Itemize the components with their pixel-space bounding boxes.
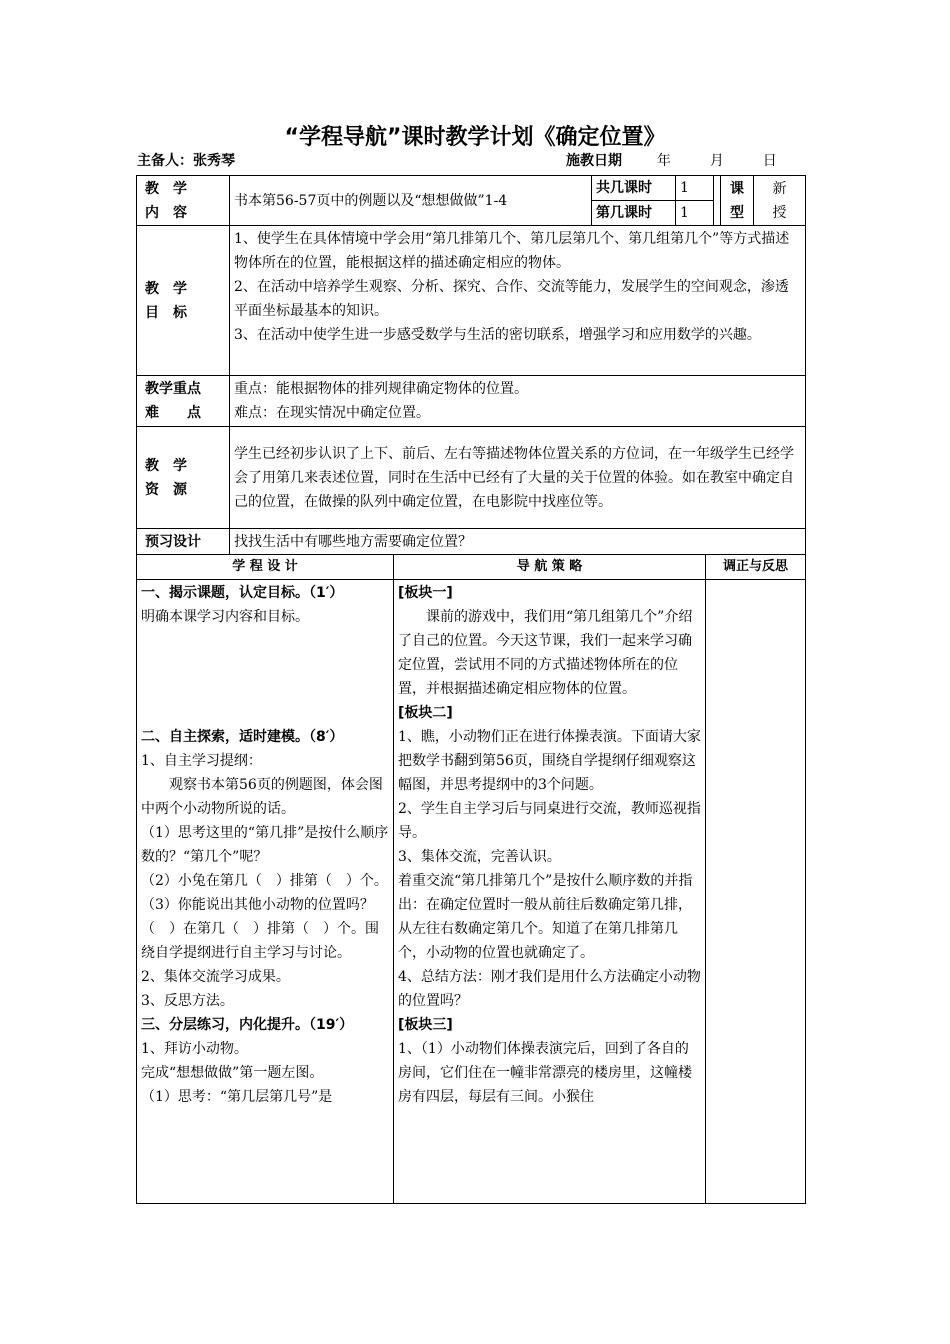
design-line bbox=[141, 653, 389, 677]
strategy-line: 1、（1）小动物们体操表演完后，回到了各自的房间，它们住在一幢非常漂亮的楼房里，这幢楼房有四层，每层有三间。小猴住 bbox=[398, 1041, 692, 1105]
lesson-type-label: 课 型 bbox=[721, 176, 754, 226]
strategy-line: 4、总结方法：刚才我们是用什么方法确定小动物的位置吗？ bbox=[398, 969, 701, 1009]
total-lessons-value: 1 bbox=[676, 176, 714, 201]
design-line: 完成“想想做做”第一题左图。 bbox=[141, 1065, 324, 1081]
resources-text: 学生已经初步认识了上下、前后、左右等描述物体位置关系的方位词，在一年级学生已经学会了用第几来表述位置，同时在生活中已经有了大量的关于位置的体验。如在教室中确定自己的位置，在做操的队列中确定位置，在电影院中找座位等。 bbox=[230, 427, 806, 529]
strategy-line: [板块一] bbox=[398, 585, 453, 601]
lesson-type-value: 新 授 bbox=[754, 176, 806, 226]
teaching-date bbox=[566, 150, 777, 170]
design-line: （ ）在第几（ ）排第（ ）个。围绕自学提纲进行自主学习与讨论。 bbox=[141, 921, 379, 961]
strategy-line: 课前的游戏中，我们用“第几组第几个”介绍了自己的位置。今天这节课，我们一起来学习确定位置，尝试用不同的方式描述物体所在的位置，并根据描述确定相应物体的位置。 bbox=[398, 609, 693, 697]
preview-text: 找找生活中有哪些地方需要确定位置？ bbox=[230, 529, 806, 555]
date-year: 年 bbox=[656, 153, 671, 169]
design-column-header: 学 程 设 计 bbox=[137, 555, 394, 580]
content-text: 书本第56-57页中的例题以及“想想做做”1-4 bbox=[230, 176, 592, 226]
design-line: 明确本课学习内容和目标。 bbox=[141, 609, 309, 625]
keypoints-text bbox=[230, 376, 806, 427]
details-table bbox=[136, 225, 806, 555]
design-column bbox=[137, 580, 394, 1204]
reflection-column-header: 调正与反思 bbox=[706, 555, 806, 580]
goals-label: 教 学 目 标 bbox=[137, 226, 230, 376]
date-day: 日 bbox=[762, 153, 777, 169]
keypoints-label: 教学重点 难 点 bbox=[137, 376, 230, 427]
design-line: 观察书本第56页的例题图，体会图中两个小动物所说的话。 bbox=[141, 777, 383, 817]
design-line: 1、自主学习提纲： bbox=[141, 753, 262, 769]
strategy-line: 2、学生自主学习后与同桌进行交流，教师巡视指导。 bbox=[398, 801, 701, 841]
info-table bbox=[136, 175, 806, 226]
goal-item: 1、使学生在具体情境中学会用“第几排第几个、第几层第几个、第几组第几个”等方式描述物体所在的位置，能根据这样的描述确定相应的物体。 bbox=[234, 231, 790, 271]
design-line: 3、反思方法。 bbox=[141, 993, 234, 1009]
reflection-column bbox=[706, 580, 806, 1204]
preparer: 主备人：张秀琴 bbox=[137, 153, 235, 169]
design-line: （3）你能说出其他小动物的位置吗？ bbox=[141, 897, 374, 913]
design-line: （1）思考这里的“第几排”是按什么顺序数的？“第几个”呢？ bbox=[141, 825, 389, 865]
design-line: 1、拜访小动物。 bbox=[141, 1041, 248, 1057]
design-line: 一、揭示课题，认定目标。（1′） bbox=[141, 585, 344, 601]
design-line bbox=[141, 701, 389, 725]
document-title: “学程导航”课时教学计划《确定位置》 bbox=[284, 125, 666, 150]
design-line: （2）小兔在第几（ ）排第（ ）个。 bbox=[141, 873, 388, 889]
strategy-line: 1、瞧，小动物们正在进行体操表演。下面请大家把数学书翻到第56页，围绕自学提纲仔细观察这幅图，并思考提纲中的3个问题。 bbox=[398, 729, 701, 793]
lesson-plan bbox=[136, 175, 805, 1204]
process-table bbox=[136, 554, 806, 1204]
current-lesson-value: 1 bbox=[676, 201, 714, 226]
preview-label: 预习设计 bbox=[137, 529, 230, 555]
design-line: 二、自主探索，适时建模。（8′） bbox=[141, 729, 344, 745]
design-line: 三、分层练习，内化提升。（19′） bbox=[141, 1017, 354, 1033]
strategy-line: 3、集体交流，完善认识。 bbox=[398, 849, 561, 865]
date-month: 月 bbox=[709, 153, 724, 169]
date-label: 施教日期 bbox=[566, 153, 622, 169]
key-point: 重点：能根据物体的排列规律确定物体的位置。 bbox=[234, 381, 528, 397]
resources-label: 教 学 资 源 bbox=[137, 427, 230, 529]
design-line: （1）思考：“第几层第几号”是 bbox=[141, 1089, 333, 1105]
strategy-column bbox=[394, 580, 706, 1204]
goal-item: 3、在活动中使学生进一步感受数学与生活的密切联系，增强学习和应用数学的兴趣。 bbox=[234, 327, 761, 343]
total-lessons-label: 共几课时 bbox=[592, 176, 676, 201]
design-line bbox=[141, 629, 389, 653]
strategy-column-header: 导 航 策 略 bbox=[394, 555, 706, 580]
current-lesson-label: 第几课时 bbox=[592, 201, 676, 226]
goals-list bbox=[230, 226, 806, 376]
goal-item: 2、在活动中培养学生观察、分析、探究、合作、交流等能力，发展学生的空间观念，渗透平面坐标最基本的知识。 bbox=[234, 279, 789, 319]
content-label: 教 学 内 容 bbox=[137, 176, 230, 226]
strategy-line: [板块二] bbox=[398, 705, 453, 721]
difficulty-point: 难点：在现实情况中确定位置。 bbox=[234, 405, 430, 421]
strategy-line: [板块三] bbox=[398, 1017, 453, 1033]
design-line: 2、集体交流学习成果。 bbox=[141, 969, 290, 985]
strategy-line: 着重交流“第几排第几个”是按什么顺序数的并指出：在确定位置时一般从前往后数确定第几排，从左往右数确定第几个。知道了在第几排第几个，小动物的位置也就确定了。 bbox=[398, 873, 693, 961]
design-line bbox=[141, 677, 389, 701]
